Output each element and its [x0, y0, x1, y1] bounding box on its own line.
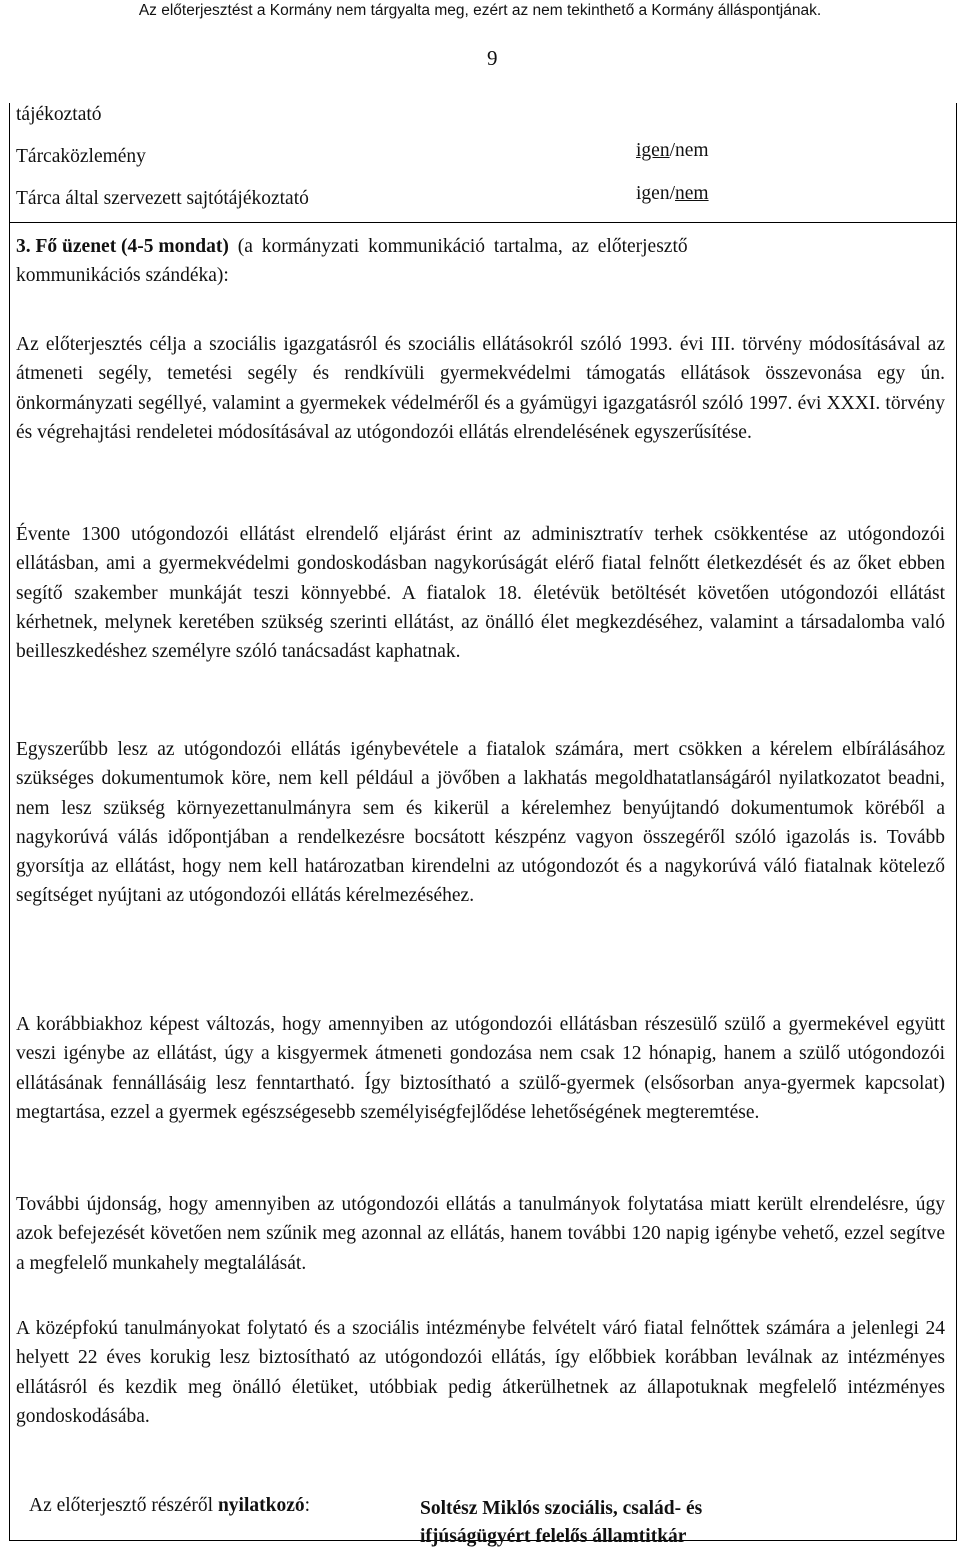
paragraph: Évente 1300 utógondozói ellátást elrendelő eljárást érint az adminisztratív terhek csökkentése az utógondozói ellátásban, ami a gyermekvédelmi gondoskodásban nagykorúságát elérő fiatal felnőtt életkezdését és az őket ebben segítő szakember munkáját teszi könnyebbé. A fiatalok 18. életévük betöltését követően utógondozói ellátást kérhetnek, melynek keretében szükség szerinti ellátást, az önálló élet megkezdéséhez, valamint a társadalomba való beilleszkedéshez személyre szóló tanácsadást kaphatnak. [16, 524, 945, 663]
section-heading-bold: 3. Fő üzenet (4-5 mondat) [16, 236, 229, 257]
comm-row-value [636, 140, 709, 162]
section-heading [16, 232, 945, 291]
paragraph: A korábbiakhoz képest változás, hogy amennyiben az utógondozói ellátásban részesülő szülő a gyermekével együtt veszi igénybe az ellátást, úgy a kisgyermek átmeneti gondozása nem csak 12 hónapig, hanem a szülő utógondozói ellátásának fennállásáig lesz fenntartható. Így biztosítható a szülő-gyermek (elsősorban anya-gyermek kapcsolat) megtartása, ezzel a gyermek egészségesebb személyiségfejlődése lehetőségének megteremtése. [16, 1014, 945, 1123]
value-selected: nem [675, 183, 709, 204]
value-selected: igen [636, 140, 670, 161]
section-heading-text: (a kormányzati kommunikáció tartalma, az előterjesztő [228, 236, 688, 257]
paragraph: További újdonság, hogy amennyiben az utógondozói ellátás a tanulmányok folytatása miatt került elrendelésre, úgy azok befejezését követően nem szűnik meg azonnal az ellátás, hanem további 120 napig igénybe vehető, ezzel segítve a megfelelő munkahely megtalálását. [16, 1194, 945, 1274]
declarant-name: Soltész Miklós szociális, család- és ifjúságügyért felelős államtitkár [420, 1498, 703, 1547]
comm-row-label: Tárca által szervezett sajtótájékoztató [16, 188, 309, 209]
paragraph: Az előterjesztés célja a szociális igazgatásról és szociális ellátásokról szóló 1993. évi III. törvény módosításával az átmeneti segély, temetési segély és rendkívüli gyermekvédelmi támogatás ellátások összevonása egy ún. önkormányzati segéllyé, valamint a gyermekek védelméről és a gyámügyi igazgatásról szóló 1997. évi XXXI. törvény és végrehajtási rendeletei módosításával az utógondozói ellátás elrendelésének egyszerűsítése. [16, 334, 945, 443]
header-notice: Az előterjesztést a Kormány nem tárgyalta meg, ezért az nem tekinthető a Kormány álláspontjának. [138, 2, 822, 19]
value-other: igen/ [636, 183, 675, 204]
page-number: 9 [487, 46, 498, 70]
value-other: /nem [669, 140, 709, 161]
declaration-label: Az előterjesztő részéről nyilatkozó: [29, 1495, 311, 1516]
divider [9, 222, 956, 223]
comm-row-value [636, 183, 709, 205]
comm-row-label: tájékoztató [16, 104, 102, 125]
paragraph: Egyszerűbb lesz az utógondozói ellátás igénybevétele a fiatalok számára, mert csökken a kérelem elbírálásához szükséges dokumentumok köre, nem kell például a jövőben a lakhatás megoldhatatlanságáról nyilatkozatot beadni, nem lesz szükség környezettanulmányra sem és kikerül a kérelemhez benyújtandó dokumentumok köréből a nagykorúvá válás időpontjában a rendelkezésre bocsátott készpénz vagyon összegéről szóló igazolás is. Tovább gyorsítja az ellátást, hogy nem kell határozatban kirendelni az utógondozót és a nagykorúvá váló fiatalnak kötelező segítséget nyújtani az utógondozói ellátás kérelmezéséhez. [16, 739, 945, 907]
comm-row-label: Tárcaközlemény [16, 146, 146, 167]
paragraph: A középfokú tanulmányokat folytató és a szociális intézménybe felvételt váró fiatal felnőttek számára a jelenlegi 24 helyett 22 éves korukig lesz biztosítható az utógondozói ellátás, így előbbiek korábban leválnak az intézményes ellátásról és kezdik meg önálló életüket, utóbbiak pedig átkerülhetnek az állapotuknak megfelelő intézményes gondoskodásába. [16, 1318, 945, 1427]
section-heading-text: kommunikációs szándéka): [16, 265, 229, 287]
